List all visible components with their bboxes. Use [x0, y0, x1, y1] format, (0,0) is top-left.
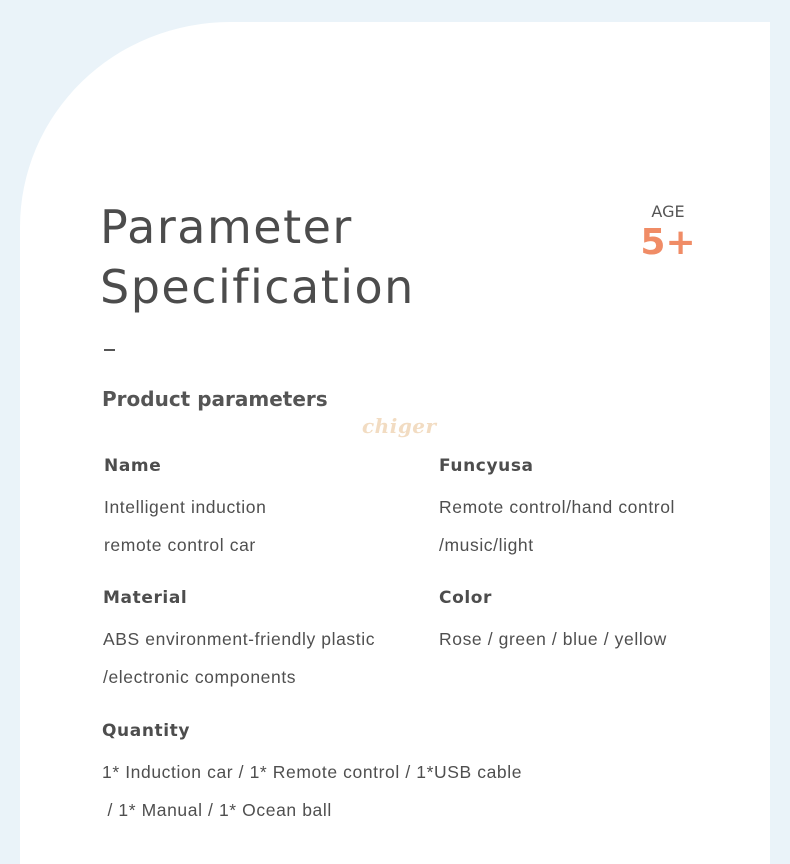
- param-name-label: Name: [104, 456, 162, 476]
- param-material-value-line-2: /electronic components: [103, 666, 297, 687]
- param-color-value-line-1: Rose / green / blue / yellow: [439, 629, 667, 649]
- param-name-value-line-1: Intelligent induction: [104, 497, 267, 517]
- title-divider: [104, 349, 115, 351]
- param-quantity-label: Quantity: [102, 721, 191, 741]
- param-brand-value-line-1: Remote control/hand control: [439, 497, 676, 517]
- param-material-value: [103, 621, 423, 696]
- param-material-label: Material: [103, 588, 188, 608]
- param-quantity-value-line-2: / 1* Manual / 1* Ocean ball: [102, 799, 332, 820]
- param-name-value: [104, 489, 424, 564]
- page-title: [100, 197, 415, 317]
- param-color-label: Color: [439, 588, 493, 608]
- param-quantity: [102, 720, 662, 829]
- param-brand-value-line-2: /music/light: [439, 534, 534, 555]
- age-badge: [640, 203, 696, 265]
- param-brand-label: Funcyusa: [439, 456, 534, 476]
- param-quantity-value: [102, 754, 662, 829]
- age-label: AGE: [651, 202, 685, 221]
- param-name: [104, 455, 424, 564]
- param-material: [103, 587, 423, 696]
- param-color: [439, 587, 759, 659]
- section-title: Product parameters: [102, 387, 328, 411]
- param-color-value: [439, 621, 759, 659]
- param-material-value-line-1: ABS environment-friendly plastic: [103, 629, 376, 649]
- param-brand-value: [439, 489, 759, 564]
- param-name-value-line-2: remote control car: [104, 534, 256, 555]
- page-title-line-1: Parameter: [100, 200, 353, 254]
- page-title-line-2: Specification: [100, 260, 415, 314]
- watermark-logo: chiger: [362, 414, 437, 438]
- age-value: 5+: [640, 222, 696, 263]
- param-quantity-value-line-1: 1* Induction car / 1* Remote control / 1*USB cable: [102, 762, 523, 782]
- param-brand: [439, 455, 759, 564]
